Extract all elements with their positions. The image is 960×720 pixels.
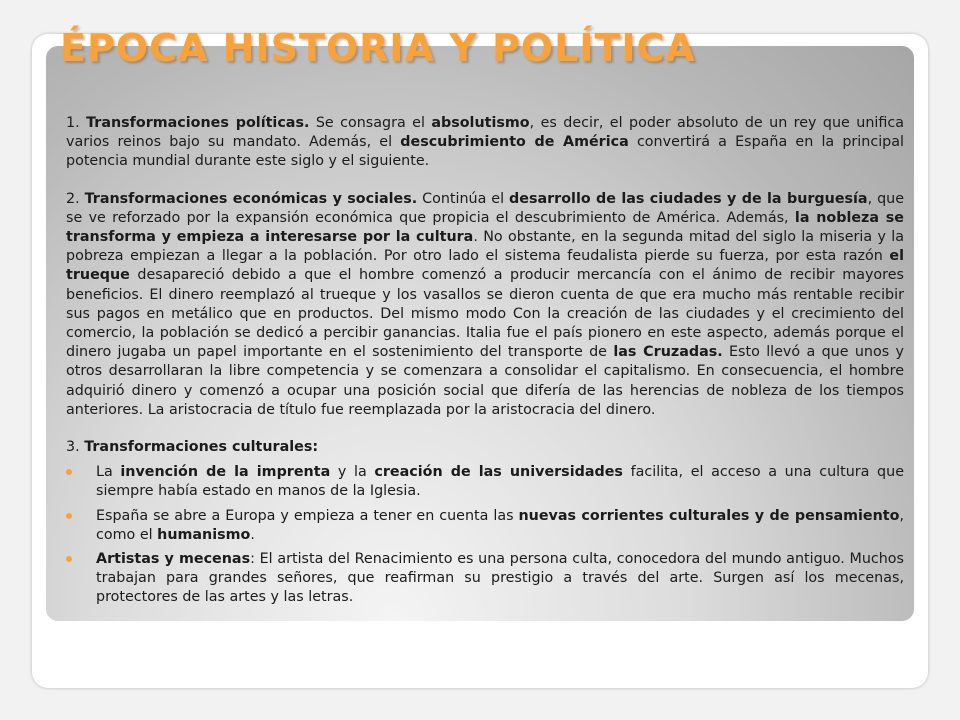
body-text: . No obstante, en la segunda mitad del siglo la miseria y la pobreza empiezan a llegar a la población. Por otro lado el sistema feudalista pierde su fuerza, por esta razón [66, 229, 904, 265]
body-text: Esto llevó a que unos y otros desarrollaran la libre competencia y se comenzara a consolidar el capitalismo. En consecuencia, el hombre adquirió dinero y comenzó a ocupar una posición social que difería de las herencias de nobleza de los tiempos anteriores. La aristocracia de título fue reemplazada por la aristocracia del dinero. [66, 344, 904, 418]
section-heading: Transformaciones económicas y sociales. [84, 190, 418, 207]
spacer [66, 420, 904, 438]
body-text: La [96, 464, 121, 481]
body-text: Continúa el [417, 190, 510, 207]
bold-term: las Cruzadas. [613, 344, 723, 361]
bold-term: creación de las universidades [374, 464, 623, 481]
bold-term: la nobleza se transforma y empieza a interesarse por la cultura [66, 209, 904, 246]
bold-term: humanismo [157, 526, 251, 543]
body-text: , que se ve reforzado por la expansión económica que propicia el descubrimiento de América. Además, [66, 190, 905, 226]
section-heading: Transformaciones culturales: [84, 439, 319, 456]
bold-term: nuevas corrientes culturales y de pensamiento [518, 507, 900, 524]
body-text: . [250, 526, 255, 543]
section-economic-social [66, 190, 904, 420]
body-text: facilita, el acceso a una cultura que siempre había estado en manos de la Iglesia. [96, 464, 904, 500]
body-text: desapareció debido a que el hombre comenzó a producir mercancía con el ánimo de recibir mayores beneficios. El dinero reemplazó al trueque y los vasallos se dieron cuenta de que era mucho más rentable recibir sus pagos en metálico que en productos. Del mismo modo Con la creación de las ciudades y el crecimiento del comercio, la población se dedicó a percibir ganancias. Italia fue el país pionero en este aspecto, además porque el dinero jugaba un papel importante en el sostenimiento del transporte de [66, 267, 904, 361]
body-text: y la [330, 464, 375, 481]
section-number: 1. [66, 115, 80, 131]
body-text: Se consagra el [309, 115, 432, 131]
body-text: convertirá a España en la principal potencia mundial durante este siglo y el siguiente. [66, 134, 904, 170]
section-number: 2. [66, 190, 80, 207]
section-cultural [66, 438, 904, 457]
section-heading: Transformaciones políticas. [86, 115, 310, 131]
bullet-icon [66, 513, 72, 519]
section-political [66, 114, 904, 172]
bold-term: descubrimiento de América [400, 134, 629, 151]
body-text: , es decir, el poder absoluto de un rey que unifica varios reinos bajo su mandato. Además, el [66, 115, 905, 151]
bold-term: Artistas y mecenas [96, 551, 251, 568]
slide-body [66, 114, 904, 613]
slide-title: ÉPOCA HISTORIA Y POLÍTICA [60, 26, 696, 70]
list-item [66, 550, 904, 608]
spacer [66, 172, 904, 190]
bold-term: desarrollo de las ciudades y de la burguesía [509, 190, 868, 207]
body-text: : El artista del Renacimiento es una persona culta, conocedora del mundo antiguo. Muchos trabajan para grandes señores, que reafirman su prestigio a través del arte. Surgen así los mecenas, protectores de las artes y las letras. [96, 551, 904, 606]
list-item [66, 507, 904, 545]
body-text: España se abre a Europa y empieza a tener en cuenta las [96, 507, 519, 524]
list-item [66, 463, 904, 501]
section-number: 3. [66, 439, 80, 456]
body-text: , como el [96, 507, 904, 543]
bold-term: absolutismo [431, 115, 530, 131]
bullet-icon [66, 469, 72, 475]
bullet-icon [66, 556, 72, 562]
bold-term: el trueque [66, 248, 904, 284]
bold-term: invención de la imprenta [120, 464, 331, 481]
cultural-bullet-list [66, 463, 904, 607]
